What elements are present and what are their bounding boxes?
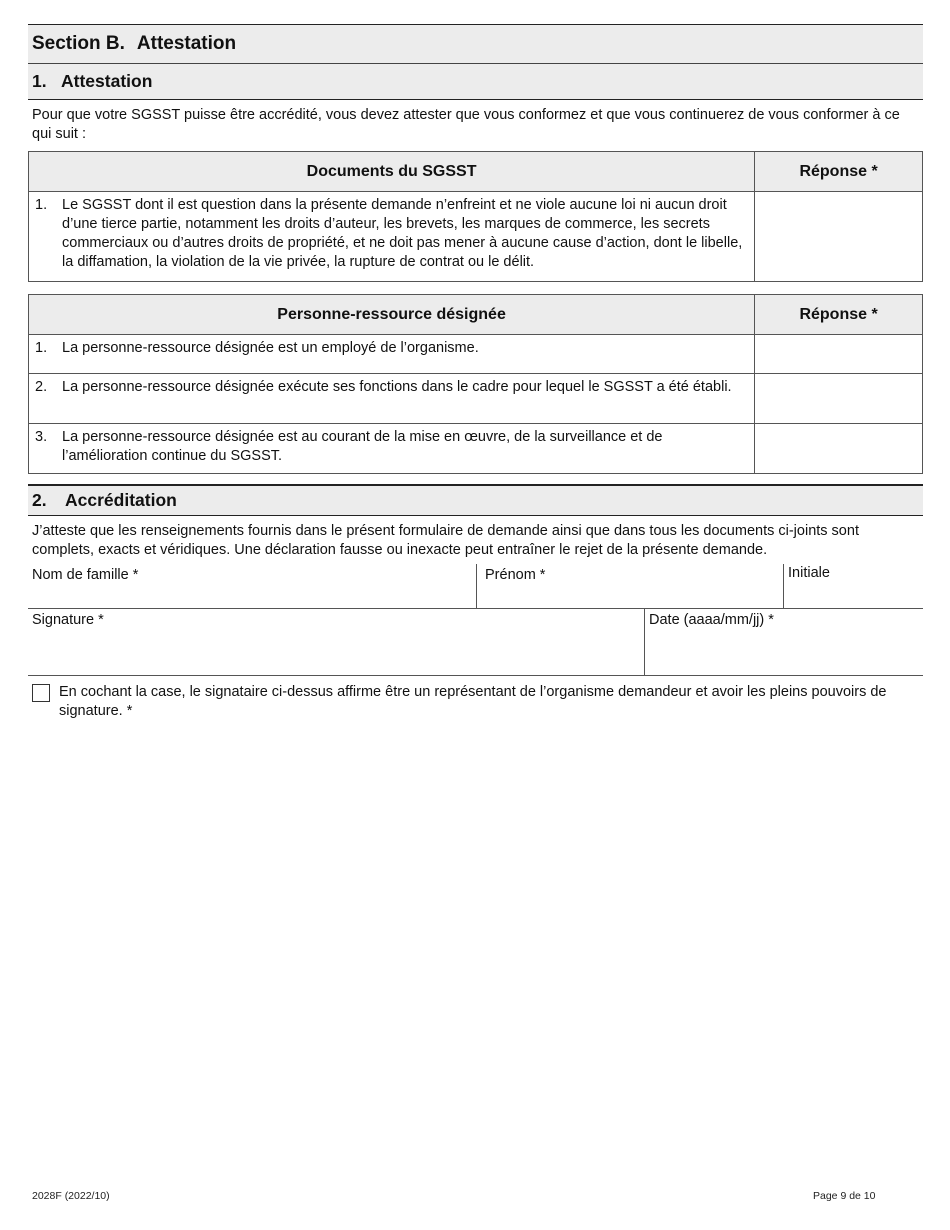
- item-text: La personne-ressource désignée exécute ses fonctions dans le cadre pour lequel le SGSST a été établi.: [62, 379, 732, 395]
- accreditation-title: Accréditation: [65, 490, 177, 510]
- section-label: Section B.: [32, 33, 125, 54]
- response-cell[interactable]: [755, 374, 923, 424]
- item-number: 1.: [35, 340, 48, 356]
- attestation-title: Attestation: [61, 71, 153, 91]
- initial-label: Initiale: [788, 565, 830, 581]
- table-row: [29, 192, 923, 282]
- documents-item: [35, 196, 746, 272]
- date-label: Date (aaaa/mm/jj) *: [649, 612, 774, 628]
- accreditation-heading: [28, 484, 923, 516]
- item-text: La personne-ressource désignée est un employé de l’organisme.: [62, 340, 479, 356]
- name-row: [28, 564, 923, 609]
- item-number: 3.: [35, 429, 48, 445]
- last-name-label: Nom de famille *: [32, 567, 139, 583]
- last-name-field[interactable]: [28, 564, 476, 608]
- contact-response-header: Réponse *: [755, 295, 923, 335]
- attestation-heading: [28, 64, 923, 100]
- initial-field[interactable]: [783, 564, 923, 608]
- signature-field[interactable]: [28, 609, 644, 675]
- accreditation-text: J’atteste que les renseignements fournis dans le présent formulaire de demande ainsi que dans tous les documents ci-joints sont complets, exacts et véridiques. Une déclaration fausse ou inexacte peut entraîner le rejet de la présente demande.: [32, 523, 859, 558]
- signatory-confirmation: [28, 676, 923, 720]
- documents-header: Documents du SGSST: [29, 152, 755, 192]
- first-name-label: Prénom *: [485, 567, 546, 583]
- table-row: [29, 374, 923, 424]
- documents-response-header: Réponse *: [755, 152, 923, 192]
- table-row: [29, 335, 923, 374]
- attestation-intro: Pour que votre SGSST puisse être accrédité, vous devez attester que vous conformez et que vous continuerez de vous conformer à ce qui suit :: [32, 107, 900, 142]
- table-row: [29, 424, 923, 474]
- form-page: [28, 24, 923, 720]
- contact-table: [28, 294, 923, 474]
- item-text: La personne-ressource désignée est au courant de la mise en œuvre, de la surveillance et de l’amélioration continue du SGSST.: [62, 429, 663, 464]
- item-number: 1.: [35, 197, 48, 213]
- response-cell[interactable]: [755, 335, 923, 374]
- page-number: Page 9 de 10: [813, 1190, 876, 1202]
- attestation-number: 1.: [32, 71, 47, 91]
- response-cell[interactable]: [755, 192, 923, 282]
- section-header: [28, 24, 923, 64]
- signature-label: Signature *: [32, 612, 104, 628]
- response-cell[interactable]: [755, 424, 923, 474]
- documents-table: [28, 151, 923, 282]
- accreditation-number: 2.: [32, 490, 47, 510]
- contact-header: Personne-ressource désignée: [29, 295, 755, 335]
- confirmation-label: En cochant la case, le signataire ci-dessus affirme être un représentant de l’organisme demandeur et avoir les pleins pouvoirs de signature. *: [59, 684, 887, 719]
- item-text: Le SGSST dont il est question dans la présente demande n’enfreint et ne viole aucune loi ni aucun droit d’une tierce partie, notamment les droits d’auteur, les brevets, les marques de commerce, les secrets commerciaux ou d’autres droits de propriété, et ne doit pas mener à aucune cause d’action, dont le libelle, la diffamation, la violation de la vie privée, la rupture de contrat ou le délit.: [62, 197, 743, 270]
- confirmation-checkbox[interactable]: [32, 684, 50, 702]
- date-field[interactable]: [644, 609, 923, 675]
- contact-item: [35, 428, 746, 466]
- contact-item: [35, 339, 746, 358]
- form-code: 2028F (2022/10): [32, 1190, 110, 1202]
- section-title: Attestation: [136, 33, 237, 54]
- contact-item: [35, 378, 746, 397]
- signature-row: [28, 609, 923, 676]
- first-name-field[interactable]: [476, 564, 783, 608]
- item-number: 2.: [35, 379, 48, 395]
